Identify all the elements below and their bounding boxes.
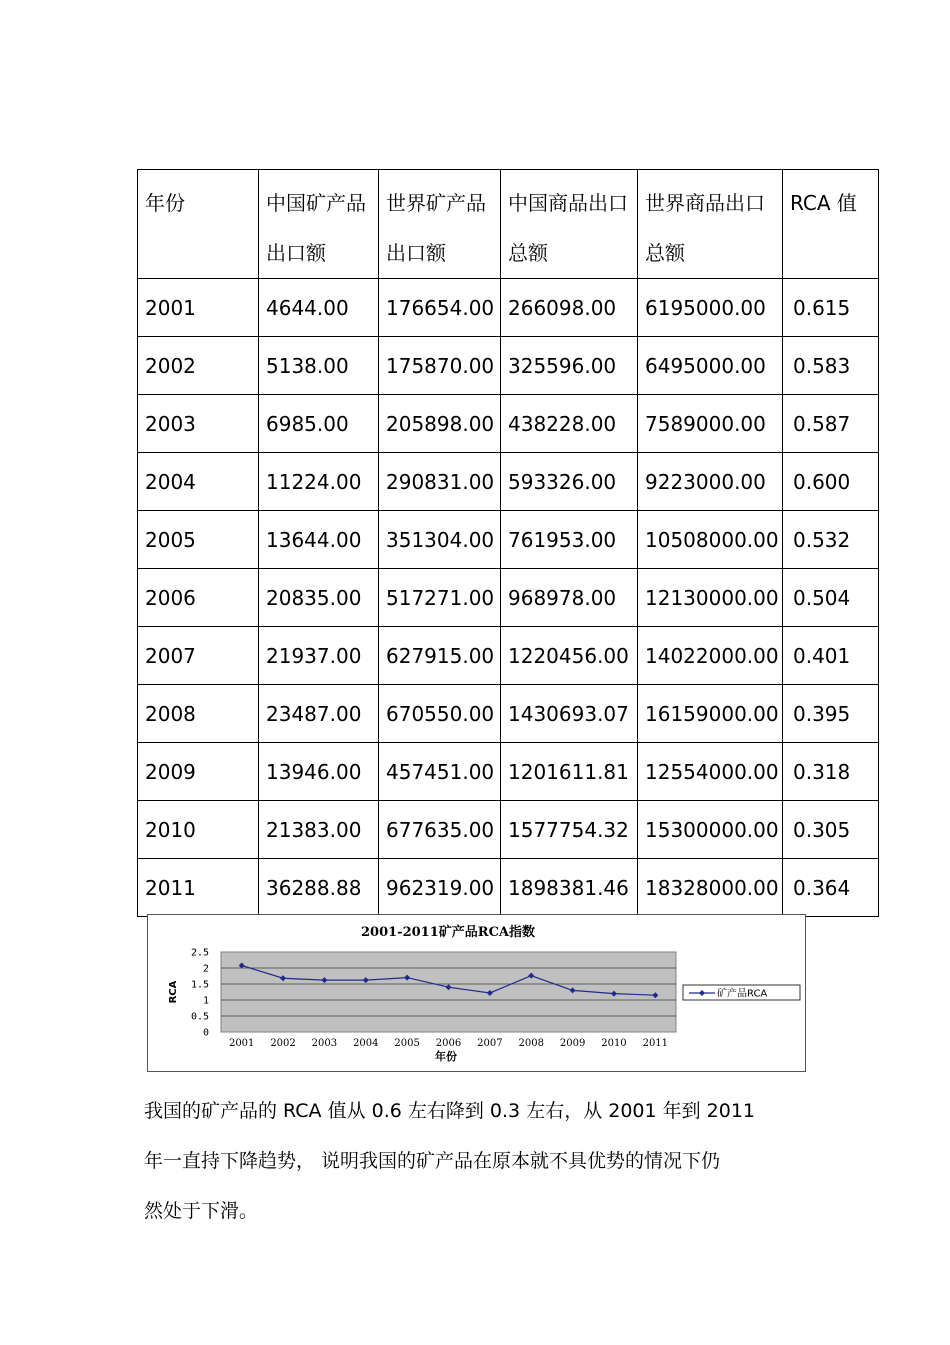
x-tick-label: 2011 <box>642 1038 669 1049</box>
cell-china-mineral-export: 20835.00 <box>259 569 379 627</box>
cell-world-mineral-export: 677635.00 <box>379 801 501 859</box>
y-tick-labels <box>191 948 209 1039</box>
cell-world-mineral-export: 176654.00 <box>379 279 501 337</box>
cell-year: 2006 <box>138 569 259 627</box>
y-axis-label: RCA <box>168 980 179 1004</box>
y-tick-label: 2 <box>202 963 209 975</box>
x-tick-label: 2009 <box>559 1038 586 1049</box>
cell-world-goods-export: 14022000.00 <box>638 627 783 685</box>
cell-china-goods-export: 1577754.32 <box>501 801 638 859</box>
cell-world-mineral-export: 351304.00 <box>379 511 501 569</box>
cell-world-mineral-export: 670550.00 <box>379 685 501 743</box>
header-year: 年份 <box>138 170 259 279</box>
cell-year: 2007 <box>138 627 259 685</box>
cell-china-goods-export: 593326.00 <box>501 453 638 511</box>
cell-world-goods-export: 6495000.00 <box>638 337 783 395</box>
cell-rca-value: 0.615 <box>783 279 879 337</box>
x-tick-labels <box>229 1038 668 1049</box>
rca-chart <box>147 914 806 1072</box>
cell-china-goods-export: 325596.00 <box>501 337 638 395</box>
table-row <box>138 569 879 627</box>
table-row <box>138 743 879 801</box>
chart-title: 2001-2011矿产品RCA指数 <box>361 925 535 940</box>
cell-year: 2005 <box>138 511 259 569</box>
table-row <box>138 337 879 395</box>
cell-rca-value: 0.532 <box>783 511 879 569</box>
plot-area <box>221 952 676 1032</box>
cell-world-goods-export: 7589000.00 <box>638 395 783 453</box>
table-row <box>138 453 879 511</box>
cell-year: 2011 <box>138 859 259 917</box>
cell-world-goods-export: 16159000.00 <box>638 685 783 743</box>
cell-year: 2008 <box>138 685 259 743</box>
x-tick-label: 2008 <box>518 1038 544 1049</box>
cell-china-goods-export: 1201611.81 <box>501 743 638 801</box>
cell-rca-value: 0.504 <box>783 569 879 627</box>
cell-rca-value: 0.583 <box>783 337 879 395</box>
x-tick-label: 2004 <box>353 1038 379 1049</box>
cell-china-goods-export: 438228.00 <box>501 395 638 453</box>
cell-rca-value: 0.395 <box>783 685 879 743</box>
cell-rca-value: 0.364 <box>783 859 879 917</box>
table-row <box>138 685 879 743</box>
header-china-goods-export: 中国商品出口总额 <box>501 170 638 279</box>
cell-china-mineral-export: 13946.00 <box>259 743 379 801</box>
cell-year: 2003 <box>138 395 259 453</box>
cell-world-mineral-export: 457451.00 <box>379 743 501 801</box>
paragraph-line-3: 然处于下滑。 <box>144 1200 259 1222</box>
rca-line-chart-svg <box>148 915 805 1071</box>
cell-china-mineral-export: 4644.00 <box>259 279 379 337</box>
cell-rca-value: 0.600 <box>783 453 879 511</box>
cell-china-mineral-export: 21383.00 <box>259 801 379 859</box>
cell-china-mineral-export: 6985.00 <box>259 395 379 453</box>
cell-world-goods-export: 9223000.00 <box>638 453 783 511</box>
cell-china-goods-export: 1898381.46 <box>501 859 638 917</box>
cell-china-mineral-export: 5138.00 <box>259 337 379 395</box>
legend-label: 矿产品RCA <box>717 988 768 1000</box>
header-rca-value: RCA 值 <box>783 170 879 279</box>
cell-world-mineral-export: 205898.00 <box>379 395 501 453</box>
x-tick-label: 2001 <box>228 1038 255 1049</box>
header-world-goods-export: 世界商品出口总额 <box>638 170 783 279</box>
x-tick-label: 2003 <box>311 1038 338 1049</box>
y-tick-label: 1 <box>202 995 209 1007</box>
cell-year: 2004 <box>138 453 259 511</box>
x-tick-label: 2005 <box>394 1038 420 1049</box>
cell-rca-value: 0.587 <box>783 395 879 453</box>
rca-data-table <box>137 169 879 917</box>
cell-world-goods-export: 15300000.00 <box>638 801 783 859</box>
y-tick-label: 0 <box>202 1027 209 1039</box>
cell-world-goods-export: 12130000.00 <box>638 569 783 627</box>
cell-world-mineral-export: 962319.00 <box>379 859 501 917</box>
cell-world-goods-export: 18328000.00 <box>638 859 783 917</box>
y-tick-label: 2.5 <box>190 947 209 959</box>
table-header-row <box>138 170 879 279</box>
paragraph-line-1: 我国的矿产品的 RCA 值从 0.6 左右降到 0.3 左右，从 2001 年到 2011 <box>144 1100 756 1122</box>
cell-china-goods-export: 1430693.07 <box>501 685 638 743</box>
table-row <box>138 859 879 917</box>
cell-rca-value: 0.318 <box>783 743 879 801</box>
x-tick-label: 2007 <box>477 1038 503 1049</box>
header-world-mineral-export: 世界矿产品出口额 <box>379 170 501 279</box>
cell-world-mineral-export: 290831.00 <box>379 453 501 511</box>
header-china-mineral-export: 中国矿产品出口额 <box>259 170 379 279</box>
x-tick-label: 2002 <box>270 1038 296 1049</box>
cell-china-goods-export: 761953.00 <box>501 511 638 569</box>
table-row <box>138 801 879 859</box>
x-tick-label: 2010 <box>601 1038 627 1049</box>
y-tick-label: 1.5 <box>190 979 209 991</box>
y-tick-label: 0.5 <box>190 1011 209 1023</box>
x-axis-label: 年份 <box>435 1050 457 1063</box>
table-row <box>138 395 879 453</box>
cell-year: 2002 <box>138 337 259 395</box>
paragraph-line-2: 年一直持下降趋势， 说明我国的矿产品在原本就不具优势的情况下仍 <box>144 1150 721 1172</box>
cell-china-mineral-export: 36288.88 <box>259 859 379 917</box>
cell-world-goods-export: 6195000.00 <box>638 279 783 337</box>
table-body <box>138 170 879 917</box>
cell-world-mineral-export: 175870.00 <box>379 337 501 395</box>
cell-year: 2001 <box>138 279 259 337</box>
cell-world-mineral-export: 627915.00 <box>379 627 501 685</box>
cell-year: 2009 <box>138 743 259 801</box>
cell-world-goods-export: 10508000.00 <box>638 511 783 569</box>
cell-china-goods-export: 1220456.00 <box>501 627 638 685</box>
cell-china-mineral-export: 23487.00 <box>259 685 379 743</box>
table-row <box>138 627 879 685</box>
cell-world-goods-export: 12554000.00 <box>638 743 783 801</box>
table-row <box>138 279 879 337</box>
cell-rca-value: 0.305 <box>783 801 879 859</box>
cell-world-mineral-export: 517271.00 <box>379 569 501 627</box>
cell-year: 2010 <box>138 801 259 859</box>
cell-china-mineral-export: 11224.00 <box>259 453 379 511</box>
cell-china-mineral-export: 13644.00 <box>259 511 379 569</box>
cell-rca-value: 0.401 <box>783 627 879 685</box>
table-row <box>138 511 879 569</box>
cell-china-goods-export: 968978.00 <box>501 569 638 627</box>
cell-china-mineral-export: 21937.00 <box>259 627 379 685</box>
cell-china-goods-export: 266098.00 <box>501 279 638 337</box>
x-tick-label: 2006 <box>435 1038 462 1049</box>
